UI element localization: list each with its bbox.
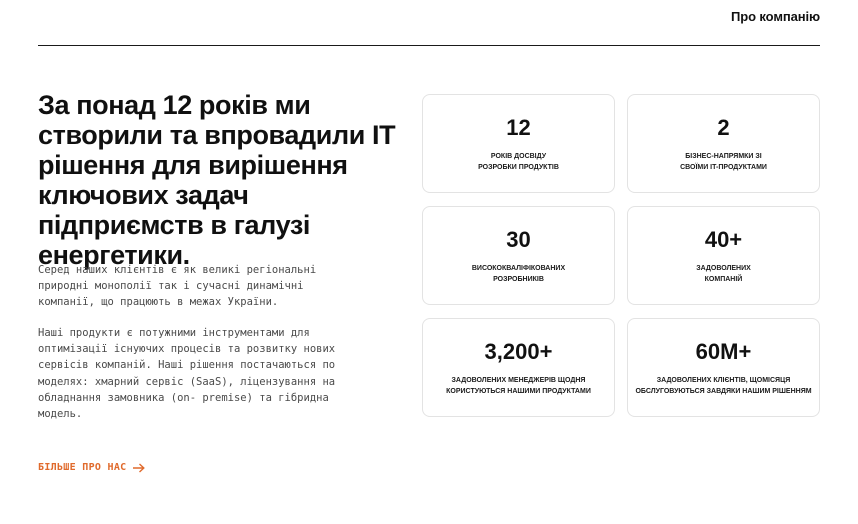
more-about-link[interactable] <box>38 462 145 473</box>
stat-card-managers <box>422 318 615 417</box>
stat-value: 12 <box>506 115 531 140</box>
section-title: Про компанію <box>730 9 820 24</box>
more-about-label: БІЛЬШЕ ПРО НАС <box>38 462 127 473</box>
stat-caption: ЗАДОВОЛЕНИХ МЕНЕДЖЕРІВ ЩОДНЯ КОРИСТУЮТЬСЯ НАШИМИ ПРОДУКТАМИ <box>446 377 591 395</box>
stat-card-developers <box>422 206 615 305</box>
stat-value: 3,200+ <box>484 339 553 364</box>
stat-caption: ЗАДОВОЛЕНИХ КОМПАНІЙ <box>696 265 751 283</box>
arrow-right-icon <box>133 463 145 473</box>
stats-grid <box>422 94 820 417</box>
stat-value: 30 <box>506 227 531 252</box>
stat-card-business-areas <box>627 94 820 193</box>
headline: За понад 12 років ми створили та впровадили IT рішення для вирішення ключових задач підприємств в галузі енергетики. <box>38 90 396 270</box>
stat-card-companies <box>627 206 820 305</box>
stat-value: 60M+ <box>695 339 752 364</box>
stat-card-customers <box>627 318 820 417</box>
stat-value: 2 <box>717 115 730 140</box>
intro-paragraph: Серед наших клієнтів є як великі регіональні природні монополії так і сучасні динамічні компанії, що працюють в межах України. <box>38 264 317 309</box>
section-header <box>38 0 820 46</box>
products-paragraph: Наші продукти є потужними інструментами для оптимізації існуючих процесів та розвитку нових сервісів компаній. Наші рішення постачаються по моделях: хмарний сервіс (SaaS), ліцензування на обладнання замовника (on- premise) та гібридна модель. <box>38 327 336 421</box>
stat-caption: БІЗНЕС-НАПРЯМКИ ЗІ СВОЇМИ IT-ПРОДУКТАМИ <box>680 153 767 171</box>
stat-caption: ЗАДОВОЛЕНИХ КЛІЄНТІВ, ЩОМІСЯЦЯ ОБСЛУГОВУЮТЬСЯ ЗАВДЯКИ НАШИМ РІШЕННЯМ <box>635 377 812 395</box>
stat-caption: ВИСОКОКВАЛІФІКОВАНИХ РОЗРОБНИКІВ <box>471 265 566 283</box>
stat-value: 40+ <box>704 227 743 252</box>
stat-card-experience <box>422 94 615 193</box>
stat-caption: РОКІВ ДОСВІДУ РОЗРОБКИ ПРОДУКТІВ <box>478 153 559 171</box>
